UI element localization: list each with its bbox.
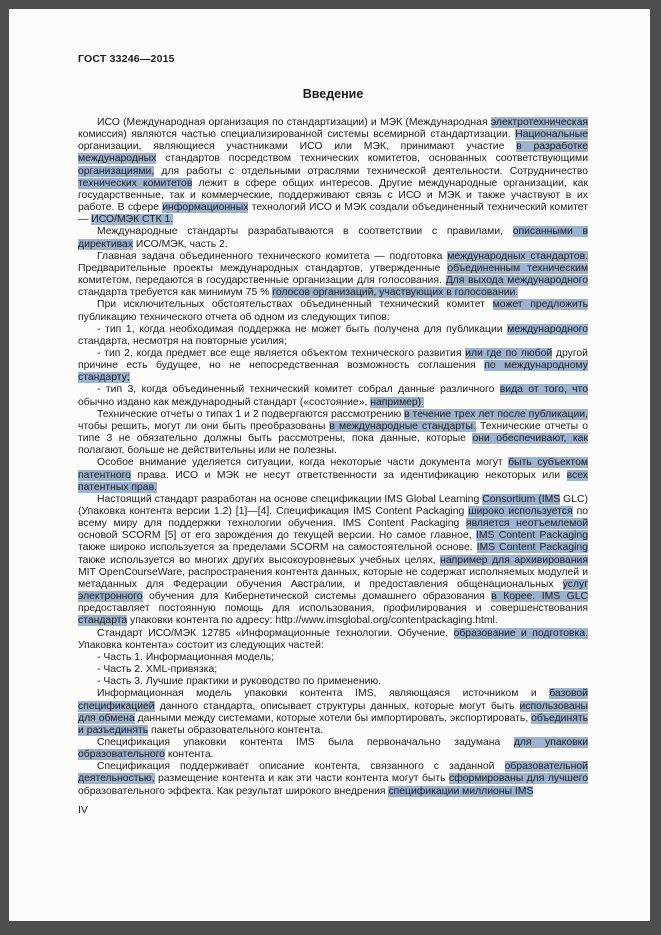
document-body — [78, 117, 588, 798]
highlighted-text: по международному стандарту; — [78, 360, 588, 384]
highlighted-text: может предложить — [492, 299, 588, 311]
paragraph: Информационная модель упаковки контента IMS, являющаяся источником и базовой спецификацией данного стандарта, описывает структуры данных, которые могут быть использованы для обмена данными между системами, которые хотели бы импортировать, экспортировать, объединять и разъединять пакеты образовательного контента. — [78, 688, 588, 736]
highlighted-text: технических комитетов — [78, 177, 193, 189]
paragraph: ИСО (Международная организация по стандартизации) и МЭК (Международная электротехническая комиссия) являются частью специализированной системы всемирной стандартизации. Национальные организации, являющиеся участниками ИСО или МЭК, принимают участие в разработке международных стандартов посредством технических комитетов, основанных соответствующими организациями, для работы с отдельными отраслями технической деятельности. Сотрудничество технических комитетов лежит в сфере общих интересов. Другие международные организации, как государственные, так и коммерческие, поддерживают связь с ИСО и МЭК и также участвуют в их работе. В сфере информационных технологий ИСО и МЭК создали объединенный технический комитет — ИСО/МЭК СТК 1. — [78, 117, 588, 226]
highlighted-text: является неотъемлемой — [466, 518, 588, 530]
highlighted-text: всех патентных прав. — [78, 469, 588, 493]
paragraph: Настоящий стандарт разработан на основе спецификации IMS Global Learning Consortium (IMS GLC) (Упаковка контента версии 1.2) [1]—[4]. Спецификация IMS Content Packaging широко используется по всему миру для поддержки технологии обучения. IMS Content Packaging является неотъемлемой основой SCORM [5] от его зарождения до текущей версии. Но самое главное, IMS Content Packaging также широко используется за пределами SCORM на самостоятельной основе. IMS Content Packaging также используется во многих других высокоуровневых учебных целях, например для архивирования MIT OpenCourseWare, распространения контента данных, которые не содержат исполняемых модулей и метаданных для Федерации обучения Австралии, и предоставления общенациональных услуг электронного обучения для Кибернетической системы домашнего образования в Корее. IMS GLC предоставляет постоянную помощь для использования, профилирования и совершенствования стандарта упаковки контента по адресу: http://www.imsglobal.org/contentpackaging.html. — [78, 493, 588, 627]
highlighted-text: например). — [370, 396, 425, 408]
paragraph: При исключительных обстоятельствах объединенный технический комитет может предложить публикацию технического отчета об одном из следующих типов: — [78, 299, 588, 323]
highlighted-text: быть субъектом патентного — [78, 457, 589, 481]
highlighted-text: использованы для обмена — [78, 700, 588, 724]
document-header: ГОСТ 33246—2015 — [78, 53, 175, 65]
paragraph: Технические отчеты о типах 1 и 2 подвергаются рассмотрению в течение трех лет после публикации, чтобы решить, могут ли они быть преобразованы в международные стандарты. Технические отчеты о типе 3 не обязательно должны быть рассмотрены, пока данные, которые они обеспечивают, как полагают, больше не действительны или не полезны. — [78, 408, 588, 457]
highlighted-text: образование и подготовка. — [453, 627, 588, 639]
paragraph: Международные стандарты разрабатываются в соответствии с правилами, описанными в директивах ИСО/МЭК, часть 2. — [78, 226, 589, 250]
highlighted-text: например для архивирования — [440, 554, 588, 566]
highlighted-text: Consortium (IMS — [482, 493, 561, 505]
highlighted-text: вида от того, что — [499, 384, 588, 396]
paragraph: Главная задача объединенного технического комитета — подготовка международных стандартов. Предварительные проекты международных стандартов, утвержденные объединенным техническим комитетом, передаются в государственные организации для голосования. Для выхода международного стандарта требуется как минимум 75 % голосов организаций, участвующих в голосовании. — [78, 250, 589, 299]
highlighted-text: голосов организаций, участвующих в голосовании. — [272, 287, 519, 299]
paragraph: Спецификация упаковки контента IMS была первоначально задумана для упаковки образовательного контента. — [78, 736, 588, 761]
highlighted-text: или где по любой — [465, 347, 553, 359]
highlighted-text: базовой спецификацией — [78, 688, 588, 712]
highlighted-text: для упаковки образовательного — [78, 736, 588, 761]
paragraph: - тип 2, когда предмет все еще является объектом технического развития или где по любой другой причине есть будущее, но не непосредственная возможность соглашения по международному стандарту; — [78, 347, 588, 384]
highlighted-text: сформированы для лучшего — [449, 773, 588, 785]
highlighted-text: организациями, — [78, 165, 155, 177]
highlighted-text: широко используется — [468, 506, 573, 517]
highlighted-text: информационных — [162, 202, 249, 214]
highlighted-text: в Корее. IMS GLC — [491, 591, 588, 603]
document-page — [9, 9, 650, 921]
highlighted-text: международного — [507, 323, 588, 335]
highlighted-text: в разработке международных — [78, 141, 588, 165]
highlighted-text: IMS Content Packaging — [476, 542, 588, 554]
highlighted-text: спецификации миллионы IMS — [388, 785, 534, 797]
highlighted-text: Национальные — [515, 129, 588, 141]
paragraph: Спецификация поддерживает описание контента, связанного с заданной образовательной деятельностью, размещение контента и как эти части контента могут быть сформированы для лучшего образовательного эффекта. Как результат широкого внедрения спецификации миллионы IMS — [78, 761, 588, 797]
highlighted-text: IMS Content Packaging — [475, 530, 588, 542]
highlighted-text: образовательной деятельностью, — [78, 761, 588, 785]
page-number: IV — [78, 803, 88, 816]
highlighted-text: Для выхода международного — [445, 275, 588, 287]
paragraph: - Часть 3. Лучшие практики и руководство по применению. — [97, 676, 382, 688]
highlighted-text: электротехническая — [490, 117, 588, 128]
paragraph: - Часть 2. XML-привязка; — [97, 664, 218, 676]
paragraph: Стандарт ИСО/МЭК 12785 «Информационные технологии. Обучение, образование и подготовка. Упаковка контента» состоит из следующих частей: — [78, 627, 588, 651]
paragraph: Особое внимание уделяется ситуации, когда некоторые части документа могут быть субъектом патентного права. ИСО и МЭК не несут ответственности за идентификацию некоторых или всех патентных прав. — [78, 457, 589, 493]
highlighted-text: объединенным техническим — [447, 262, 588, 274]
highlighted-text: в течение трех лет после публикации, — [404, 408, 588, 420]
paragraph: - тип 3, когда объединенный технический комитет собрал данные различного вида от того, что обычно издано как международный стандарт («состояние», например). — [78, 384, 588, 408]
highlighted-text: международных стандартов. — [447, 250, 589, 262]
paragraph: - тип 1, когда необходимая поддержка не может быть получена для публикации международного стандарта, несмотря на повторные усилия; — [78, 323, 588, 347]
highlighted-text: в международные стандарты. — [329, 420, 476, 432]
highlighted-text: стандарта — [78, 615, 128, 627]
highlighted-text: объединять и разъединять — [78, 712, 588, 736]
highlighted-text: описанными в директивах — [78, 226, 589, 250]
highlighted-text: услуг электронного — [78, 578, 588, 603]
highlighted-text: ИСО/МЭК СТК 1. — [91, 214, 174, 226]
highlighted-text: они обеспечивают, как — [472, 433, 588, 445]
paragraph: - Часть 1. Информационная модель; — [97, 651, 274, 663]
page-title: Введение — [302, 87, 364, 101]
